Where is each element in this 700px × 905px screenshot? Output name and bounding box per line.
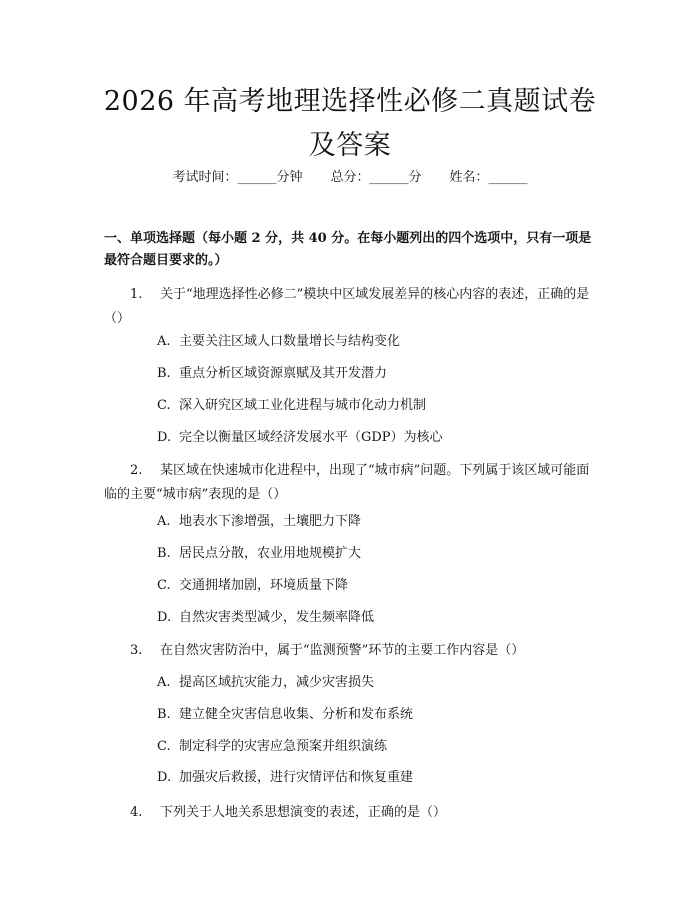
- question-1-option-a: [157, 332, 597, 352]
- question-2-option-c: [157, 576, 597, 596]
- section-heading: 一、单项选择题（每小题 2 分，共 40 分。在每小题列出的四个选项中，只有一项是最符合题目要求的。）: [104, 231, 592, 268]
- option-text: 建立健全灾害信息收集、分析和发布系统: [179, 707, 414, 722]
- option-text: 自然灾害类型减少，发生频率降低: [179, 610, 375, 625]
- option-text: 提高区域抗灾能力，减少灾害损失: [179, 675, 375, 690]
- option-text: 制定科学的灾害应急预案并组织演练: [179, 739, 388, 754]
- question-1-option-b: [157, 364, 597, 384]
- question-number: 4.: [130, 805, 143, 820]
- question-3-option-b: [157, 705, 597, 725]
- option-text: 重点分析区域资源禀赋及其开发潜力: [179, 366, 388, 381]
- option-letter: B.: [157, 546, 171, 561]
- question-number: 2.: [130, 463, 143, 478]
- option-text: 交通拥堵加剧，环境质量下降: [179, 578, 349, 593]
- option-letter: D.: [157, 610, 172, 625]
- question-1-option-c: [157, 396, 597, 416]
- option-letter: D.: [157, 770, 172, 785]
- question-2: [104, 459, 602, 507]
- exam-time: 考试时间：______分钟: [172, 170, 303, 185]
- page-title: 2026 年高考地理选择性必修二真题试卷及答案: [103, 86, 597, 161]
- option-letter: A.: [157, 675, 171, 690]
- exam-score: 总分：______分: [330, 170, 422, 185]
- option-text: 居民点分散，农业用地规模扩大: [179, 546, 362, 561]
- question-number: 1.: [130, 287, 143, 302]
- option-text: 主要关注区域人口数量增长与结构变化: [179, 334, 401, 349]
- question-4: [104, 801, 602, 825]
- option-letter: C.: [157, 578, 171, 593]
- question-3-option-c: [157, 737, 597, 757]
- option-text: 深入研究区域工业化进程与城市化动力机制: [179, 398, 427, 413]
- option-letter: B.: [157, 707, 171, 722]
- question-2-option-d: [157, 608, 597, 628]
- option-letter: D.: [157, 430, 172, 445]
- question-3-option-d: [157, 768, 597, 788]
- question-3: [104, 639, 602, 663]
- question-1: [104, 283, 602, 331]
- question-stem: 在自然灾害防治中，属于“监测预警”环节的主要工作内容是（）: [160, 643, 525, 658]
- option-letter: A.: [157, 334, 171, 349]
- exam-name: 姓名：______: [449, 170, 528, 185]
- question-stem: 关于“地理选择性必修二”模块中区域发展差异的核心内容的表述，正确的是（）: [104, 287, 590, 326]
- option-letter: A.: [157, 514, 171, 529]
- question-2-option-a: [157, 512, 597, 532]
- question-number: 3.: [130, 643, 143, 658]
- question-stem: 某区域在快速城市化进程中，出现了“城市病”问题。下列属于该区域可能面临的主要“城市病”表现的是（）: [104, 463, 590, 502]
- option-text: 完全以衡量区域经济发展水平（GDP）为核心: [179, 430, 443, 445]
- option-letter: C.: [157, 398, 171, 413]
- exam-info: [0, 168, 700, 188]
- question-1-option-d: [157, 428, 597, 448]
- question-stem: 下列关于人地关系思想演变的表述，正确的是（）: [160, 805, 447, 820]
- question-3-option-a: [157, 673, 597, 693]
- option-letter: B.: [157, 366, 171, 381]
- option-text: 加强灾后救援，进行灾情评估和恢复重建: [179, 770, 414, 785]
- question-2-option-b: [157, 544, 597, 564]
- option-letter: C.: [157, 739, 171, 754]
- option-text: 地表水下渗增强，土壤肥力下降: [179, 514, 362, 529]
